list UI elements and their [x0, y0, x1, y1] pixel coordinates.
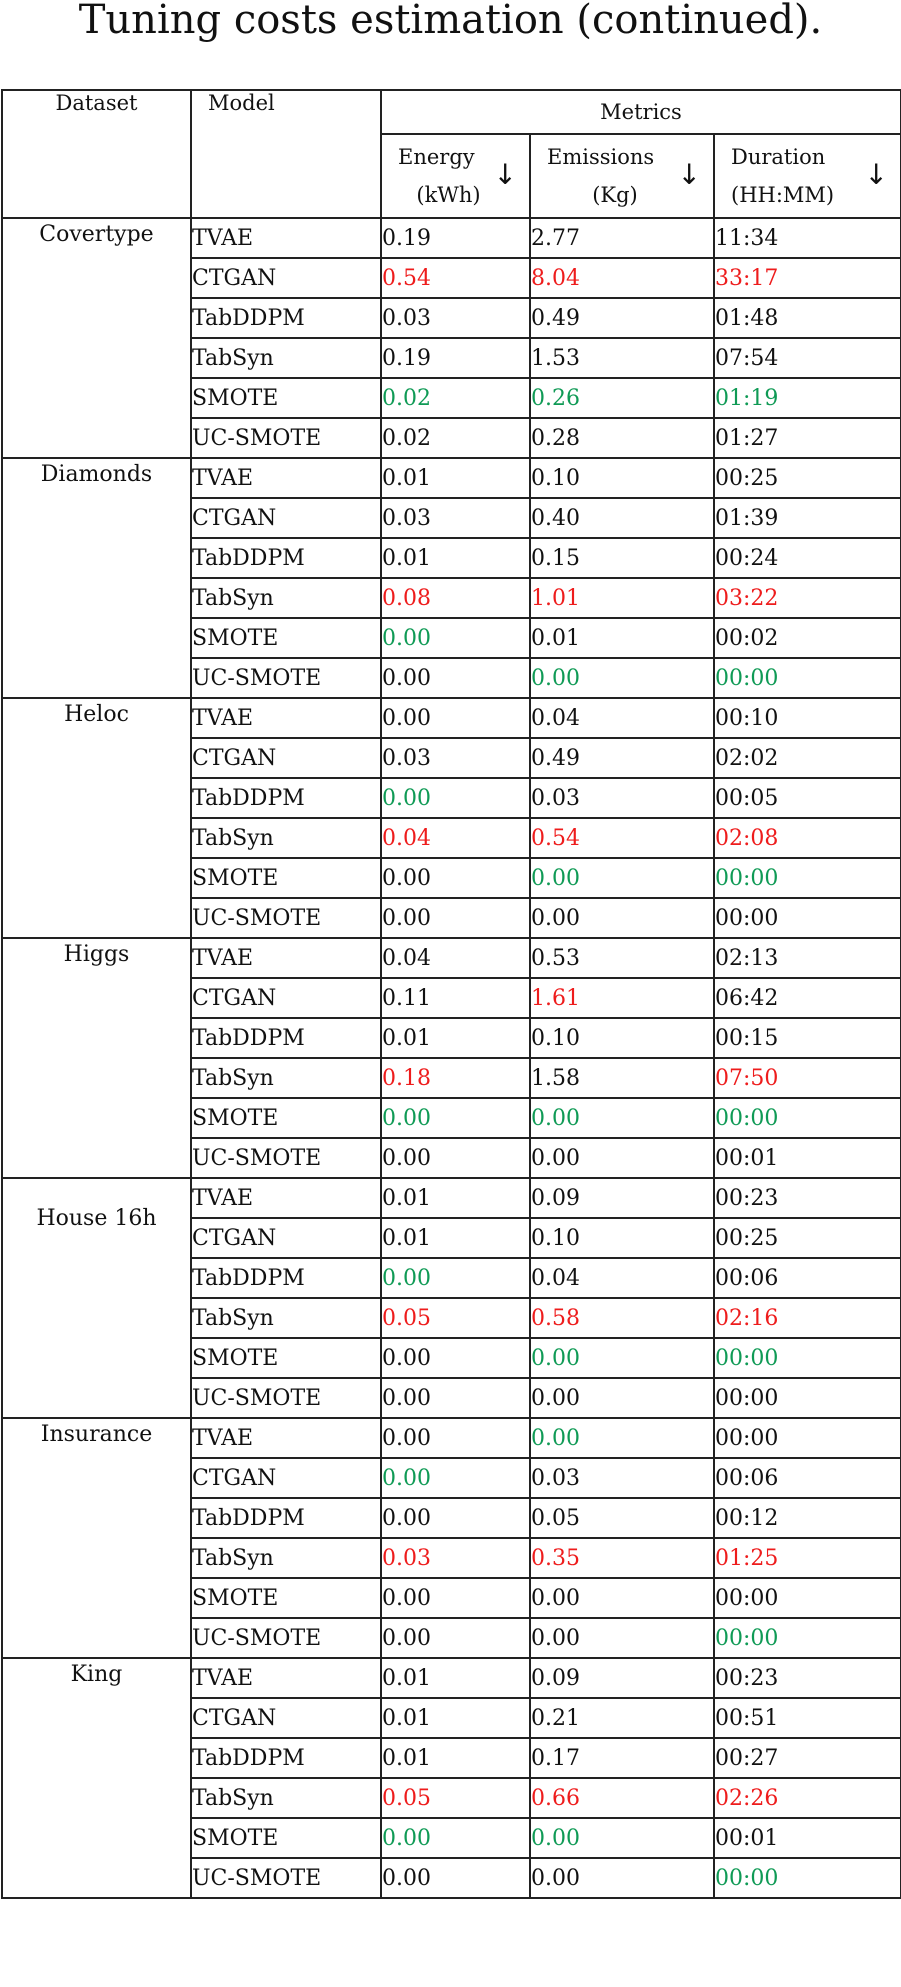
model-cell: TabSyn	[191, 1778, 381, 1818]
energy-cell: 0.00	[381, 1138, 530, 1178]
table-caption: Tuning costs estimation (continued).	[78, 0, 823, 43]
dataset-cell: Heloc	[2, 698, 191, 938]
duration-cell: 00:01	[714, 1138, 901, 1178]
energy-cell: 0.00	[381, 1418, 530, 1458]
duration-cell: 00:02	[714, 618, 901, 658]
duration-cell: 02:02	[714, 738, 901, 778]
emissions-cell: 0.00	[530, 898, 714, 938]
model-cell: TVAE	[191, 458, 381, 498]
duration-cell: 00:10	[714, 698, 901, 738]
energy-cell: 0.00	[381, 1818, 530, 1858]
energy-cell: 0.05	[381, 1778, 530, 1818]
model-cell: TabSyn	[191, 1298, 381, 1338]
emissions-cell: 0.53	[530, 938, 714, 978]
emissions-cell: 0.00	[530, 1858, 714, 1898]
sort-down-arrow-icon: ↓	[493, 158, 517, 191]
emissions-cell: 0.10	[530, 1218, 714, 1258]
energy-cell: 0.00	[381, 698, 530, 738]
emissions-cell: 0.03	[530, 778, 714, 818]
energy-cell: 0.00	[381, 1618, 530, 1658]
emissions-unit: (Kg)	[592, 183, 638, 207]
model-cell: UC-SMOTE	[191, 658, 381, 698]
model-cell: UC-SMOTE	[191, 1378, 381, 1418]
energy-cell: 0.00	[381, 1458, 530, 1498]
emissions-cell: 0.28	[530, 418, 714, 458]
duration-cell: 00:00	[714, 1338, 901, 1378]
model-cell: TabSyn	[191, 1058, 381, 1098]
duration-cell: 02:16	[714, 1298, 901, 1338]
duration-cell: 02:13	[714, 938, 901, 978]
energy-cell: 0.19	[381, 338, 530, 378]
emissions-cell: 0.00	[530, 1378, 714, 1418]
model-cell: UC-SMOTE	[191, 898, 381, 938]
emissions-cell: 0.49	[530, 298, 714, 338]
model-cell: TabDDPM	[191, 1738, 381, 1778]
emissions-cell: 0.00	[530, 1418, 714, 1458]
table-row	[2, 698, 901, 738]
emissions-cell: 0.00	[530, 858, 714, 898]
table-row	[2, 938, 901, 978]
duration-cell: 00:00	[714, 1378, 901, 1418]
emissions-cell: 0.09	[530, 1178, 714, 1218]
duration-cell: 00:23	[714, 1658, 901, 1698]
emissions-cell: 0.00	[530, 658, 714, 698]
emissions-cell: 8.04	[530, 258, 714, 298]
energy-cell: 0.00	[381, 1098, 530, 1138]
model-cell: TabDDPM	[191, 1258, 381, 1298]
duration-cell: 00:06	[714, 1458, 901, 1498]
duration-cell: 06:42	[714, 978, 901, 1018]
energy-cell: 0.01	[381, 538, 530, 578]
sort-down-arrow-icon: ↓	[864, 158, 888, 191]
energy-cell: 0.00	[381, 898, 530, 938]
model-cell: SMOTE	[191, 378, 381, 418]
duration-cell: 00:25	[714, 1218, 901, 1258]
emissions-label: Emissions	[547, 145, 655, 169]
duration-cell: 01:48	[714, 298, 901, 338]
model-cell: TabDDPM	[191, 1498, 381, 1538]
duration-cell: 01:39	[714, 498, 901, 538]
model-cell: SMOTE	[191, 618, 381, 658]
duration-cell: 00:00	[714, 1098, 901, 1138]
energy-cell: 0.01	[381, 1178, 530, 1218]
table-row	[2, 1658, 901, 1698]
energy-cell: 0.18	[381, 1058, 530, 1098]
model-cell: TabSyn	[191, 818, 381, 858]
emissions-cell: 1.61	[530, 978, 714, 1018]
energy-cell: 0.00	[381, 658, 530, 698]
energy-cell: 0.03	[381, 738, 530, 778]
emissions-cell: 0.17	[530, 1738, 714, 1778]
model-cell: CTGAN	[191, 738, 381, 778]
energy-cell: 0.01	[381, 458, 530, 498]
duration-label: Duration	[731, 145, 826, 169]
emissions-cell: 0.10	[530, 1018, 714, 1058]
dataset-cell: House 16h	[2, 1178, 191, 1418]
sort-down-arrow-icon: ↓	[677, 158, 701, 191]
model-cell: CTGAN	[191, 258, 381, 298]
model-cell: UC-SMOTE	[191, 1858, 381, 1898]
table-row	[2, 218, 901, 258]
emissions-cell: 0.26	[530, 378, 714, 418]
energy-cell: 0.04	[381, 938, 530, 978]
model-column-header: Model	[191, 90, 381, 218]
model-cell: SMOTE	[191, 1338, 381, 1378]
table-row	[2, 458, 901, 498]
duration-cell: 00:05	[714, 778, 901, 818]
energy-cell: 0.03	[381, 298, 530, 338]
duration-cell: 00:51	[714, 1698, 901, 1738]
duration-cell: 00:00	[714, 898, 901, 938]
emissions-cell: 0.03	[530, 1458, 714, 1498]
metrics-group-header: Metrics	[381, 90, 901, 134]
model-cell: SMOTE	[191, 1578, 381, 1618]
duration-cell: 00:00	[714, 1618, 901, 1658]
model-cell: CTGAN	[191, 1218, 381, 1258]
duration-cell: 33:17	[714, 258, 901, 298]
emissions-cell: 0.00	[530, 1618, 714, 1658]
model-cell: UC-SMOTE	[191, 1618, 381, 1658]
duration-cell: 07:50	[714, 1058, 901, 1098]
emissions-column-header	[530, 134, 714, 218]
table-row	[2, 1418, 901, 1458]
energy-cell: 0.01	[381, 1018, 530, 1058]
energy-cell: 0.11	[381, 978, 530, 1018]
emissions-cell: 0.21	[530, 1698, 714, 1738]
model-cell: SMOTE	[191, 858, 381, 898]
model-cell: TVAE	[191, 1418, 381, 1458]
model-cell: TabDDPM	[191, 1018, 381, 1058]
model-cell: TabDDPM	[191, 298, 381, 338]
duration-cell: 00:12	[714, 1498, 901, 1538]
energy-cell: 0.19	[381, 218, 530, 258]
energy-cell: 0.00	[381, 778, 530, 818]
duration-cell: 01:19	[714, 378, 901, 418]
energy-cell: 0.54	[381, 258, 530, 298]
duration-cell: 00:00	[714, 1858, 901, 1898]
model-cell: TabDDPM	[191, 778, 381, 818]
energy-cell: 0.05	[381, 1298, 530, 1338]
dataset-cell: Insurance	[2, 1418, 191, 1658]
duration-cell: 00:00	[714, 1418, 901, 1458]
model-cell: CTGAN	[191, 498, 381, 538]
emissions-cell: 0.40	[530, 498, 714, 538]
energy-cell: 0.00	[381, 1338, 530, 1378]
energy-cell: 0.00	[381, 1378, 530, 1418]
emissions-cell: 1.58	[530, 1058, 714, 1098]
model-cell: SMOTE	[191, 1818, 381, 1858]
model-cell: TVAE	[191, 1178, 381, 1218]
energy-cell: 0.01	[381, 1218, 530, 1258]
duration-cell: 00:25	[714, 458, 901, 498]
model-cell: CTGAN	[191, 1458, 381, 1498]
energy-cell: 0.00	[381, 1578, 530, 1618]
emissions-cell: 0.04	[530, 698, 714, 738]
energy-cell: 0.00	[381, 1498, 530, 1538]
emissions-cell: 0.00	[530, 1338, 714, 1378]
model-cell: CTGAN	[191, 1698, 381, 1738]
energy-cell: 0.01	[381, 1738, 530, 1778]
energy-unit: (kWh)	[416, 183, 481, 207]
emissions-cell: 0.00	[530, 1818, 714, 1858]
dataset-cell: Covertype	[2, 218, 191, 458]
energy-cell: 0.00	[381, 1258, 530, 1298]
emissions-cell: 0.00	[530, 1578, 714, 1618]
model-cell: TabSyn	[191, 338, 381, 378]
duration-cell: 03:22	[714, 578, 901, 618]
model-cell: UC-SMOTE	[191, 418, 381, 458]
emissions-cell: 0.09	[530, 1658, 714, 1698]
duration-cell: 00:00	[714, 858, 901, 898]
energy-cell: 0.02	[381, 418, 530, 458]
duration-column-header	[714, 134, 901, 218]
emissions-cell: 0.01	[530, 618, 714, 658]
energy-cell: 0.03	[381, 1538, 530, 1578]
duration-cell: 00:01	[714, 1818, 901, 1858]
energy-cell: 0.03	[381, 498, 530, 538]
energy-cell: 0.02	[381, 378, 530, 418]
dataset-cell: King	[2, 1658, 191, 1898]
energy-cell: 0.01	[381, 1658, 530, 1698]
energy-cell: 0.04	[381, 818, 530, 858]
energy-cell: 0.00	[381, 1858, 530, 1898]
duration-cell: 07:54	[714, 338, 901, 378]
emissions-cell: 0.15	[530, 538, 714, 578]
duration-cell: 11:34	[714, 218, 901, 258]
table-body	[2, 218, 901, 1898]
duration-cell: 01:27	[714, 418, 901, 458]
energy-cell: 0.01	[381, 1698, 530, 1738]
emissions-cell: 1.53	[530, 338, 714, 378]
model-cell: TVAE	[191, 1658, 381, 1698]
emissions-cell: 0.35	[530, 1538, 714, 1578]
emissions-cell: 0.10	[530, 458, 714, 498]
emissions-cell: 0.05	[530, 1498, 714, 1538]
duration-cell: 00:15	[714, 1018, 901, 1058]
emissions-cell: 0.54	[530, 818, 714, 858]
duration-cell: 02:26	[714, 1778, 901, 1818]
emissions-cell: 2.77	[530, 218, 714, 258]
model-cell: UC-SMOTE	[191, 1138, 381, 1178]
duration-cell: 00:00	[714, 1578, 901, 1618]
emissions-cell: 0.00	[530, 1138, 714, 1178]
duration-cell: 02:08	[714, 818, 901, 858]
model-cell: TVAE	[191, 698, 381, 738]
duration-cell: 00:27	[714, 1738, 901, 1778]
tuning-costs-table	[1, 89, 901, 1899]
model-cell: SMOTE	[191, 1098, 381, 1138]
energy-label: Energy	[398, 145, 475, 169]
model-cell: TVAE	[191, 218, 381, 258]
model-cell: TabSyn	[191, 1538, 381, 1578]
duration-cell: 00:24	[714, 538, 901, 578]
emissions-cell: 0.66	[530, 1778, 714, 1818]
dataset-cell: Diamonds	[2, 458, 191, 698]
duration-cell: 01:25	[714, 1538, 901, 1578]
dataset-column-header: Dataset	[2, 90, 191, 218]
emissions-cell: 0.00	[530, 1098, 714, 1138]
energy-column-header	[381, 134, 530, 218]
dataset-cell: Higgs	[2, 938, 191, 1178]
emissions-cell: 1.01	[530, 578, 714, 618]
emissions-cell: 0.58	[530, 1298, 714, 1338]
model-cell: TabDDPM	[191, 538, 381, 578]
table-row	[2, 1178, 901, 1218]
energy-cell: 0.00	[381, 858, 530, 898]
energy-cell: 0.08	[381, 578, 530, 618]
energy-cell: 0.00	[381, 618, 530, 658]
model-cell: CTGAN	[191, 978, 381, 1018]
model-cell: TabSyn	[191, 578, 381, 618]
duration-cell: 00:23	[714, 1178, 901, 1218]
duration-cell: 00:06	[714, 1258, 901, 1298]
emissions-cell: 0.49	[530, 738, 714, 778]
emissions-cell: 0.04	[530, 1258, 714, 1298]
model-cell: TVAE	[191, 938, 381, 978]
duration-unit: (HH:MM)	[731, 183, 835, 207]
duration-cell: 00:00	[714, 658, 901, 698]
